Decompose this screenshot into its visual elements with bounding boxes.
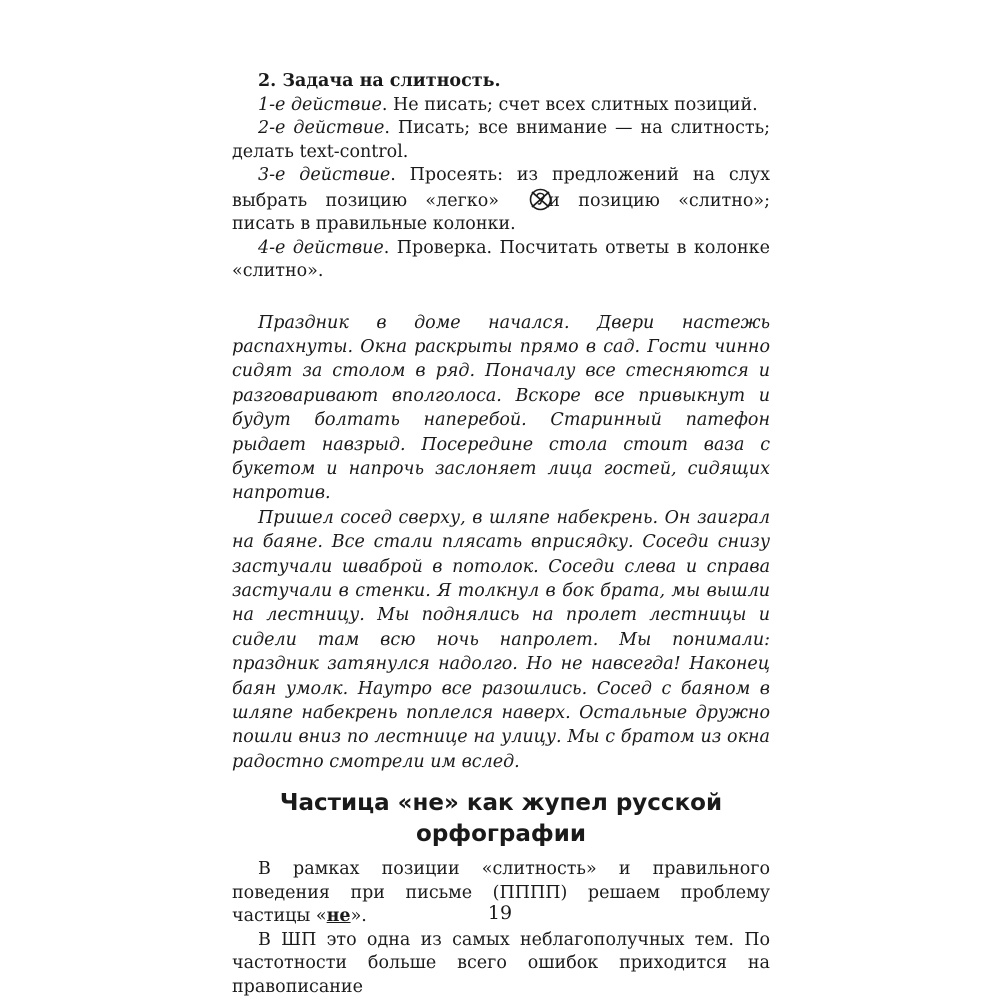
step-3 [232, 164, 770, 237]
section-heading-line-1: Частица «не» как жупел русской [279, 790, 723, 817]
step-3-text-a: . Просеять: из предложений на слух выбрать позицию «легко» [232, 165, 770, 211]
section-heading-line-2: орфографии [416, 821, 586, 848]
step-4 [232, 237, 770, 284]
page-number: 19 [487, 902, 513, 924]
spacer [232, 284, 770, 311]
step-3-label: 3-е действие [258, 165, 391, 185]
section-paragraph-1-text: В рамках позиции «слитность» и правильного поведения при письме (ПППП) решаем проблему частицы « [232, 859, 770, 927]
step-2 [232, 117, 770, 164]
step-1-text: . Не писать; счет всех слитных позиций. [381, 94, 758, 115]
step-4-label: 4-е действие [258, 237, 384, 258]
crossed-ear-icon [501, 188, 528, 211]
section-paragraph-2: В ШП это одна из самых неблагополучных тем. По частотности больше всего ошибок приходится на правописание [232, 929, 770, 997]
step-2-label: 2-е действие [258, 118, 385, 138]
page-content [232, 70, 770, 999]
step-1-label: 1-е действие [258, 94, 382, 115]
step-1 [232, 94, 770, 118]
task-title: 2. Задача на слитность. [258, 71, 501, 91]
section-paragraph-1-end: ». [350, 906, 367, 927]
step-4-text: . Проверка. Посчитать ответы в колонке «слитно». [232, 237, 770, 281]
story-paragraph-2: Пришел сосед сверху, в шляпе набекрень. Он заиграл на баяне. Все стали плясать вприсядку. Соседи снизу застучали шваброй в потолок. Соседи слева и справа застучали в стенки. Я толкнул в бок брата, мы вышли на лестницу. Мы поднялись на пролет лестницы и сидели там всю ночь напролет. Мы понимали: праздник затянулся надолго. Но не навсегда! Наконец баян умолк. Наутро все разошлись. Сосед с баяном в шляпе набекрень поплелся наверх. Остальные дружно пошли вниз по лестнице на улицу. Мы с братом из окна радостно смотрели им вслед. [232, 507, 770, 772]
section-heading [232, 788, 770, 850]
step-2-text: . Писать; все внимание — на слитность; делать text-control. [232, 118, 770, 162]
particle-ne: не [326, 906, 351, 927]
story-paragraph-1: Праздник в доме начался. Двери настежь распахнуты. Окна раскрыты прямо в сад. Гости чинно сидят за столом в ряд. Поначалу все стесняются и разговаривают вполголоса. Вскоре все привыкнут и будут болтать наперебой. Старинный патефон рыдает навзрыд. Посередине стола стоит ваза с букетом и напрочь заслоняет лица гостей, сидящих напротив. [232, 312, 770, 504]
step-3-text-b: и позицию «слитно»; писать в правильные колонки. [232, 190, 770, 234]
